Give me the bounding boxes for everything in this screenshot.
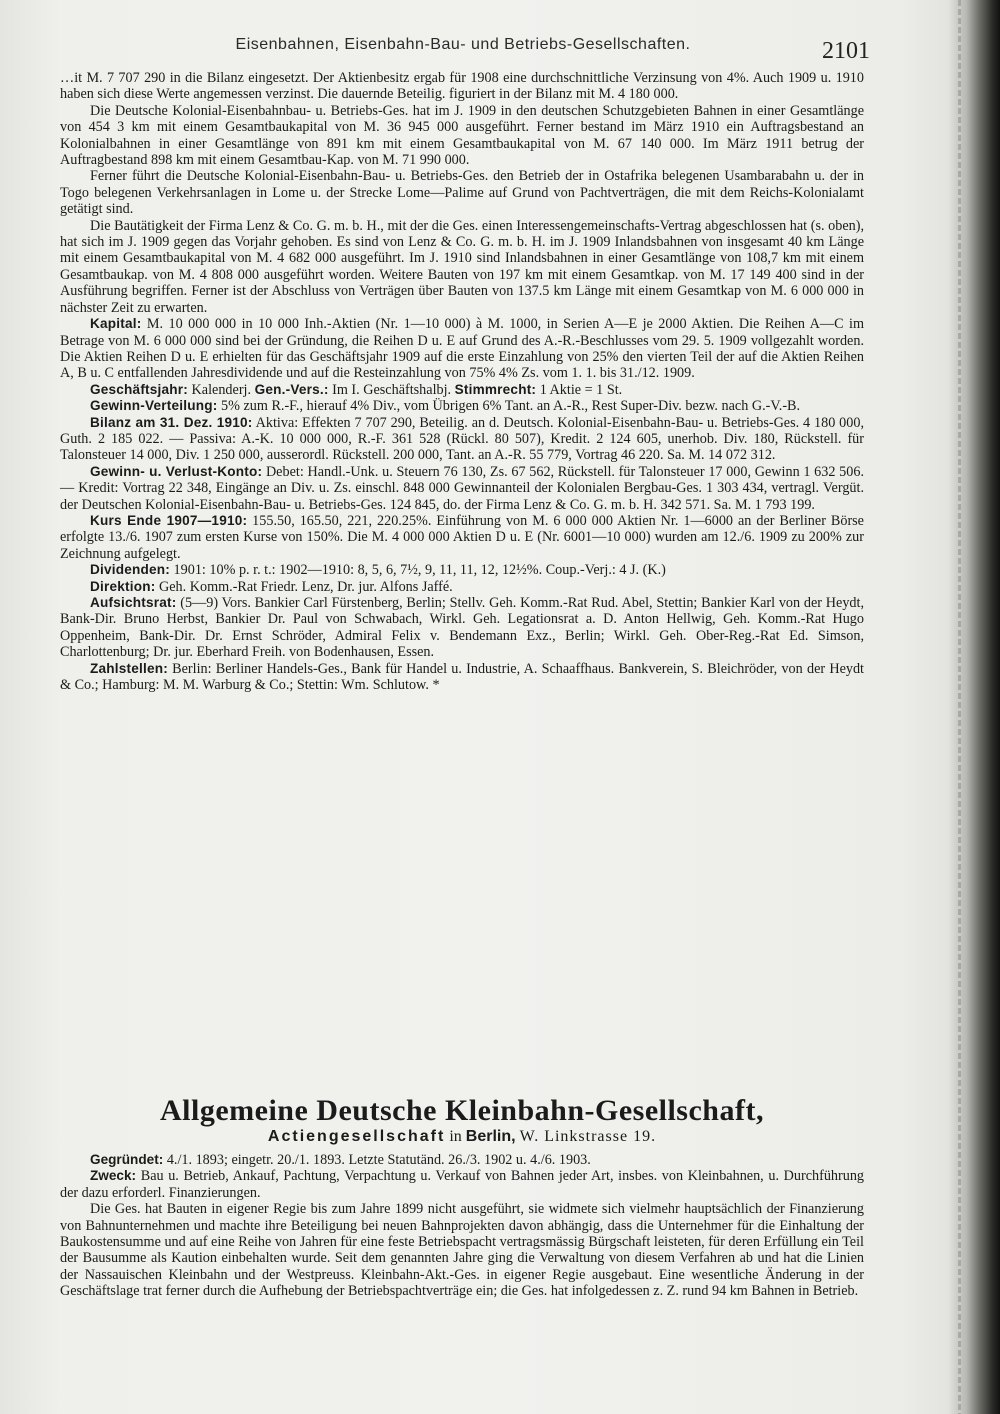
subtitle-company-form: Actiengesellschaft bbox=[267, 1128, 446, 1145]
label-kurs: Kurs Ende 1907—1910: bbox=[90, 512, 248, 528]
subtitle-city: Berlin, bbox=[465, 1128, 516, 1145]
text-gen-vers: Im I. Geschäftshalbj. bbox=[332, 381, 452, 398]
entry-direktion bbox=[60, 579, 864, 595]
page-number: 2101 bbox=[822, 38, 870, 64]
entry-gewinn-verteilung bbox=[60, 398, 864, 414]
text-kurs: 155.50, 165.50, 221, 220.25%. Einführung von M. 6 000 000 Aktien Nr. 1—6000 an der Berliner Börse erfolgte 13./6. 1907 zum ersten Kurse von 150%. Die M. 4 000 000 Aktien D u. E (Nr. 6001—10 000) wurden am 12./6. 1909 zu 200% zur Zeichnung aufgelegt. bbox=[60, 512, 864, 562]
subtitle-address: W. Linkstrasse 19. bbox=[519, 1128, 657, 1145]
paragraph-lenz-co: Die Bautätigkeit der Firma Lenz & Co. G. m. b. H., mit der die Ges. einen Interessengemeinschafts-Vertrag abgeschlossen hat (s. oben), hat sich im J. 1909 gegen das Vorjahr gehoben. Es sind von Lenz & Co. G. m. b. H. im J. 1909 Inlandsbahnen von insgesamt 40 km Länge mit einem Gesamtbaukapital von M. 4 682 000 ausgeführt. Im J. 1910 sind Inlandsbahnen in einer Gesamtlänge von 108,7 km mit einem Gesamtbaukap. von M. 4 808 000 ausgeführt worden. Weitere Bauten von 197 km mit einem Gesamtkap. von M. 17 149 400 sind in der Ausführung begriffen. Ferner ist der Abschluss von Verträgen über Bauten von 137.5 km Länge mit einem Gesamtkap von M. 6 000 000 in nächster Zeit zu erwarten. bbox=[60, 217, 864, 316]
label-gen-vers: Gen.-Vers.: bbox=[254, 381, 329, 397]
label-kapital: Kapital: bbox=[90, 316, 142, 332]
label-bilanz: Bilanz am 31. Dez. 1910: bbox=[90, 414, 253, 430]
second-text-column bbox=[60, 1152, 864, 1300]
label-direktion: Direktion: bbox=[90, 578, 156, 594]
label-stimmrecht: Stimmrecht: bbox=[454, 381, 537, 397]
label-geschaeftsjahr: Geschäftsjahr: bbox=[90, 381, 188, 397]
paragraph-continuation: …it M. 7 707 290 in die Bilanz eingesetzt. Der Aktienbesitz ergab für 1908 eine durchschnittliche Verzinsung von 4%. Auch 1909 u. 1910 haben sich diese Werte angemessen verzinst. Die dauernde Beteilig. figuriert in der Bilanz mit M. 4 180 000. bbox=[60, 70, 864, 103]
text-direktion: Geh. Komm.-Rat Friedr. Lenz, Dr. jur. Alfons Jaffé. bbox=[159, 578, 453, 595]
paragraph-operations: Ferner führt die Deutsche Kolonial-Eisenbahn-Bau- u. Betriebs-Ges. den Betrieb der in Ostafrika belegenen Usambarabahn u. der in Togo belegenen Verkehrsanlagen in Lome u. der Strecke Lome—Palime auf Grund von Pachtverträgen, die mit dem Reichs-Kolonialamt getätigt sind. bbox=[60, 168, 864, 218]
text-aufsichtsrat: (5—9) Vors. Bankier Carl Fürstenberg, Berlin; Stellv. Geh. Komm.-Rat Rud. Abel, Stettin; Bankier Karl von der Heydt, Bank-Dir. Bruno Herbst, Bankier Dr. Paul von Schwabach, Wirkl. Geh. Legationsrat a. D. Anton Hellwig, Geh. Komm.-Rat Hugo Oppenheim, Bank-Dir. Dr. Ernst Schröder, Admiral Felix v. Bendemann Exz., Berlin; Wirkl. Geh. Ober-Reg.-Rat Ed. Simson, Charlottenburg; Dr. jur. Eberhard Freih. von Bodenhausen, Essen. bbox=[60, 595, 864, 661]
entry-zahlstellen bbox=[60, 661, 864, 694]
text-gegruendet: 4./1. 1893; eingetr. 20./1. 1893. Letzte Statutänd. 26./3. 1902 u. 4./6. 1903. bbox=[166, 1152, 591, 1168]
label-aufsichtsrat: Aufsichtsrat: bbox=[90, 595, 177, 610]
paragraph-company-history: Die Ges. hat Bauten in eigener Regie bis zum Jahre 1899 nicht ausgeführt, sie widmete sich vielmehr hauptsächlich der Finanzierung von Bahnunternehmen und machte ihre Beteiligung bei neuen Bahnprojekten davon abhängig, dass die Unternehmer für die Einhaltung der Baukostensumme und auf eine Reihe von Jahren für eine feste Betriebspacht vertragsmässig Bürgschaft leisteten, für deren Erfüllung ein Teil der Bausumme als Kaution einbehalten wurde. Seit dem genannten Jahre ging die Verwaltung von diesem Verfahren ab und hat die Linien der Nassauischen Kleinbahn und der Westpreuss. Kleinbahn-Akt.-Ges. in eigener Regie ausgebaut. Eine wesentliche Änderung in der Geschäftslage trat ferner durch die Aufhebung der Betriebspachtverträge ein; die Ges. hat infolgedessen z. Z. rund 94 km Bahnen in Betrieb. bbox=[60, 1201, 864, 1300]
entry-aufsichtsrat bbox=[60, 595, 864, 661]
label-gewinn-verteilung: Gewinn-Verteilung: bbox=[90, 398, 218, 414]
entry-gewinn-verlust bbox=[60, 464, 864, 513]
entry-kapital bbox=[60, 316, 864, 382]
entry-kurs bbox=[60, 513, 864, 562]
text-kapital: M. 10 000 000 in 10 000 Inh.-Aktien (Nr. 1—10 000) à M. 1000, in Serien A—E je 2000 Aktien. Die Reihen A—C im Betrage von M. 6 000 000 sind bei der Gründung, die Reihen D u. E auf Grund des A.-R.-Beschlusses vom 29. 5. 1909 vollgezahlt worden. Die Aktien Reihen D u. E erhielten für das Geschäftsjahr 1909 auf die erste Einzahlung von 25% den vierten Teil der auf die Aktien Reihen A, B u. C entfallenden Jahresdividende und auf die Resteinzahlung von 75% 4% Zs. vom 1. 1. bis 31./12. 1909. bbox=[60, 316, 864, 382]
company-title: Allgemeine Deutsche Kleinbahn-Gesellschaft, bbox=[160, 1094, 764, 1127]
paragraph-colonial-railways: Die Deutsche Kolonial-Eisenbahnbau- u. Betriebs-Ges. hat im J. 1909 in den deutschen Schutzgebieten Bahnen in einer Gesamtlänge von 454 3 km mit einem Gesamtbaukapital von M. 36 945 000 ausgeführt. Ferner bestand im März 1910 ein Auftragsbestand an Kolonialbahnen in einer Gesamtlänge von 891 km mit einem Gesamtbaukapital von M. 67 140 000. Im März 1911 betrug der Auftragbestand 898 km mit einem Gesamtbau-Kap. von M. 71 990 000. bbox=[60, 102, 864, 169]
entry-dividenden bbox=[60, 562, 864, 578]
label-zweck: Zweck: bbox=[90, 1168, 137, 1184]
text-stimmrecht: 1 Aktie = 1 St. bbox=[539, 381, 623, 398]
label-gewinn-verlust: Gewinn- u. Verlust-Konto: bbox=[90, 463, 263, 479]
text-bilanz: Aktiva: Effekten 7 707 290, Beteilig. an d. Deutsch. Kolonial-Eisenbahn-Bau- u. Betriebs-Ges. 4 180 000, Guth. 2 185 022. — Passiva: A.-K. 10 000 000, R.-F. 361 528 (Rückl. 80 507), Kredit. 2 124 605, unerhob. Div. 180, Rückstell. für Talonsteuer 14 000, Div. 1 250 000, ausserordl. Rückstell. 200 000, Tant. an A.-R. 55 779, Vortrag 46 220. Sa. M. 14 072 312. bbox=[60, 414, 865, 464]
text-gewinn-verlust: Debet: Handl.-Unk. u. Steuern 76 130, Zs. 67 562, Rückstell. für Talonsteuer 17 000, Gewinn 1 632 506. — Kredit: Vortrag 22 348, Eingänge an Div. u. Zs. einschl. 848 000 Gewinnanteil der Kolonialen Bergbau-Ges. 1 303 434, vertragl. Vergüt. der Deutschen Kolonial-Eisenbahn-Bau- u. Betriebs-Ges. 124 845, do. der Firma Lenz & Co. G. m. b. H. 342 571. Sa. M. 1 793 199. bbox=[60, 463, 864, 513]
book-spine-shadow bbox=[948, 0, 1000, 1414]
entry-bilanz bbox=[60, 415, 864, 464]
running-head: Eisenbahnen, Eisenbahn-Bau- und Betriebs-Gesellschaften. bbox=[235, 36, 691, 53]
entry-geschaeftsjahr bbox=[60, 382, 864, 398]
entry-gegruendet bbox=[60, 1152, 864, 1168]
entry-zweck bbox=[60, 1168, 864, 1201]
label-zahlstellen: Zahlstellen: bbox=[90, 660, 168, 676]
label-dividenden: Dividenden: bbox=[90, 562, 170, 578]
label-gegruendet: Gegründet: bbox=[90, 1152, 164, 1167]
text-zweck: Bau u. Betrieb, Ankauf, Pachtung, Verpachtung u. Verkauf von Bahnen jeder Art, insbes. von Kleinbahnen, u. Durchführung der dazu erforderl. Finanzierungen. bbox=[60, 1168, 865, 1201]
main-text-column bbox=[60, 70, 864, 693]
company-subtitle bbox=[60, 1128, 864, 1146]
text-geschaeftsjahr: Kalenderj. bbox=[191, 381, 252, 398]
text-gewinn-verteilung: 5% zum R.-F., hierauf 4% Div., vom Übrigen 6% Tant. an A.-R., Rest Super-Div. bezw. nach G.-V.-B. bbox=[221, 398, 801, 415]
text-zahlstellen: Berlin: Berliner Handels-Ges., Bank für Handel u. Industrie, A. Schaaffhaus. Bankverein, S. Bleichröder, von der Heydt & Co.; Hamburg: M. M. Warburg & Co.; Stettin: Wm. Schlutow. * bbox=[60, 660, 864, 694]
subtitle-in: in bbox=[449, 1128, 462, 1145]
text-dividenden: 1901: 10% p. r. t.: 1902—1910: 8, 5, 6, 7½, 9, 11, 11, 12, 12½%. Coup.-Verj.: 4 J. (K.) bbox=[173, 562, 666, 579]
